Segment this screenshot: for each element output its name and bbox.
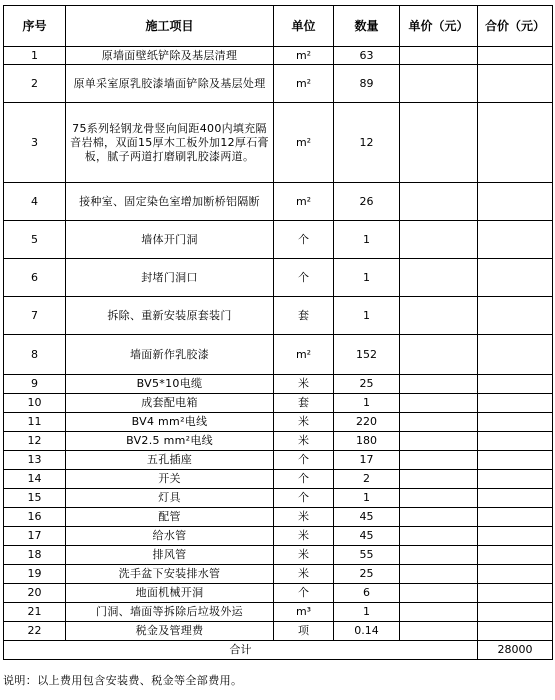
row-price (400, 65, 478, 103)
row-qty: 180 (334, 432, 400, 451)
row-price (400, 451, 478, 470)
table-row (4, 183, 553, 221)
row-item: 墙体开门洞 (66, 221, 274, 259)
row-item: 墙面新作乳胶漆 (66, 335, 274, 375)
table-row (4, 413, 553, 432)
row-item: BV5*10电缆 (66, 375, 274, 394)
table-row (4, 565, 553, 584)
header-price: 单价（元） (400, 6, 478, 47)
footnote: 说明：以上费用包含安装费、税金等全部费用。 (3, 674, 243, 687)
table-row (4, 451, 553, 470)
row-price (400, 297, 478, 335)
row-seq: 22 (4, 622, 66, 641)
row-seq: 9 (4, 375, 66, 394)
row-total (478, 335, 553, 375)
row-item: 五孔插座 (66, 451, 274, 470)
row-unit: 个 (274, 489, 334, 508)
row-seq: 19 (4, 565, 66, 584)
row-total (478, 65, 553, 103)
row-unit: 个 (274, 221, 334, 259)
summary-row (4, 641, 553, 660)
row-item: 开关 (66, 470, 274, 489)
table-row (4, 603, 553, 622)
row-qty: 6 (334, 584, 400, 603)
header-row (4, 6, 553, 47)
row-total (478, 546, 553, 565)
row-total (478, 489, 553, 508)
row-qty: 220 (334, 413, 400, 432)
row-seq: 18 (4, 546, 66, 565)
row-total (478, 47, 553, 65)
row-item: 拆除、重新安装原套装门 (66, 297, 274, 335)
table-row (4, 470, 553, 489)
row-unit: 米 (274, 546, 334, 565)
row-seq: 12 (4, 432, 66, 451)
table-row (4, 584, 553, 603)
header-unit: 单位 (274, 6, 334, 47)
row-item: BV4 mm²电线 (66, 413, 274, 432)
row-price (400, 432, 478, 451)
table-row (4, 432, 553, 451)
row-qty: 25 (334, 565, 400, 584)
row-qty: 2 (334, 470, 400, 489)
row-seq: 13 (4, 451, 66, 470)
row-qty: 12 (334, 103, 400, 183)
table-row (4, 65, 553, 103)
summary-total: 28000 (478, 641, 553, 660)
row-total (478, 183, 553, 221)
row-unit: m² (274, 103, 334, 183)
table-row (4, 335, 553, 375)
row-price (400, 375, 478, 394)
row-price (400, 489, 478, 508)
row-price (400, 527, 478, 546)
row-unit: 个 (274, 451, 334, 470)
table-row (4, 622, 553, 641)
row-qty: 152 (334, 335, 400, 375)
row-seq: 5 (4, 221, 66, 259)
row-unit: m² (274, 65, 334, 103)
row-qty: 1 (334, 259, 400, 297)
table-row (4, 103, 553, 183)
row-qty: 17 (334, 451, 400, 470)
row-seq: 7 (4, 297, 66, 335)
row-item: 原单采室原乳胶漆墙面铲除及基层处理 (66, 65, 274, 103)
row-item: 配管 (66, 508, 274, 527)
row-seq: 16 (4, 508, 66, 527)
table-row (4, 508, 553, 527)
row-seq: 20 (4, 584, 66, 603)
row-qty: 1 (334, 489, 400, 508)
row-item: 洗手盆下安装排水管 (66, 565, 274, 584)
row-item: 灯具 (66, 489, 274, 508)
row-unit: 个 (274, 259, 334, 297)
row-total (478, 584, 553, 603)
row-seq: 8 (4, 335, 66, 375)
row-total (478, 470, 553, 489)
row-price (400, 259, 478, 297)
row-qty: 0.14 (334, 622, 400, 641)
header-item: 施工项目 (66, 6, 274, 47)
row-qty: 63 (334, 47, 400, 65)
row-total (478, 375, 553, 394)
row-price (400, 603, 478, 622)
row-seq: 3 (4, 103, 66, 183)
row-seq: 1 (4, 47, 66, 65)
header-total: 合价（元） (478, 6, 553, 47)
row-unit: m³ (274, 603, 334, 622)
row-total (478, 297, 553, 335)
table-row (4, 394, 553, 413)
row-seq: 6 (4, 259, 66, 297)
header-qty: 数量 (334, 6, 400, 47)
row-seq: 17 (4, 527, 66, 546)
row-price (400, 565, 478, 584)
row-total (478, 622, 553, 641)
row-qty: 1 (334, 221, 400, 259)
row-item: BV2.5 mm²电线 (66, 432, 274, 451)
table-row (4, 375, 553, 394)
row-item: 门洞、墙面等拆除后垃圾外运 (66, 603, 274, 622)
row-item: 成套配电箱 (66, 394, 274, 413)
row-seq: 4 (4, 183, 66, 221)
row-total (478, 103, 553, 183)
row-item: 给水管 (66, 527, 274, 546)
row-total (478, 413, 553, 432)
row-seq: 11 (4, 413, 66, 432)
row-unit: 米 (274, 375, 334, 394)
row-qty: 55 (334, 546, 400, 565)
row-qty: 45 (334, 508, 400, 527)
table-row (4, 221, 553, 259)
row-seq: 10 (4, 394, 66, 413)
row-item: 封堵门洞口 (66, 259, 274, 297)
row-item: 75系列轻钢龙骨竖向间距400内填充隔音岩棉，双面15厚木工板外加12厚石膏板，腻子两道打磨刷乳胶漆两道。 (66, 103, 274, 183)
summary-label: 合计 (4, 641, 478, 660)
row-qty: 1 (334, 394, 400, 413)
row-price (400, 221, 478, 259)
row-unit: 米 (274, 527, 334, 546)
row-qty: 89 (334, 65, 400, 103)
row-total (478, 527, 553, 546)
row-total (478, 394, 553, 413)
row-unit: 个 (274, 470, 334, 489)
row-unit: 米 (274, 413, 334, 432)
row-item: 排风管 (66, 546, 274, 565)
row-total (478, 432, 553, 451)
row-unit: 套 (274, 394, 334, 413)
row-qty: 1 (334, 603, 400, 622)
row-total (478, 508, 553, 527)
row-item: 原墙面壁纸铲除及基层清理 (66, 47, 274, 65)
row-price (400, 584, 478, 603)
row-unit: 个 (274, 584, 334, 603)
row-unit: m² (274, 335, 334, 375)
row-total (478, 451, 553, 470)
row-item: 接种室、固定染色室增加断桥铝隔断 (66, 183, 274, 221)
row-price (400, 508, 478, 527)
table-row (4, 546, 553, 565)
row-qty: 25 (334, 375, 400, 394)
row-unit: 套 (274, 297, 334, 335)
row-total (478, 259, 553, 297)
table-row (4, 47, 553, 65)
row-unit: m² (274, 47, 334, 65)
row-price (400, 394, 478, 413)
quote-table (3, 5, 553, 660)
row-qty: 45 (334, 527, 400, 546)
row-unit: 米 (274, 432, 334, 451)
row-seq: 2 (4, 65, 66, 103)
row-seq: 15 (4, 489, 66, 508)
row-seq: 21 (4, 603, 66, 622)
row-seq: 14 (4, 470, 66, 489)
row-price (400, 470, 478, 489)
row-total (478, 221, 553, 259)
row-price (400, 622, 478, 641)
row-price (400, 47, 478, 65)
row-price (400, 103, 478, 183)
row-qty: 26 (334, 183, 400, 221)
header-seq: 序号 (4, 6, 66, 47)
table-row (4, 259, 553, 297)
row-item: 地面机械开洞 (66, 584, 274, 603)
row-price (400, 335, 478, 375)
row-unit: 米 (274, 565, 334, 584)
row-qty: 1 (334, 297, 400, 335)
row-unit: 米 (274, 508, 334, 527)
row-price (400, 413, 478, 432)
table-row (4, 527, 553, 546)
table-row (4, 489, 553, 508)
row-price (400, 183, 478, 221)
row-item: 税金及管理费 (66, 622, 274, 641)
row-total (478, 603, 553, 622)
row-unit: m² (274, 183, 334, 221)
row-unit: 项 (274, 622, 334, 641)
row-total (478, 565, 553, 584)
row-price (400, 546, 478, 565)
table-row (4, 297, 553, 335)
table-body (4, 47, 553, 660)
